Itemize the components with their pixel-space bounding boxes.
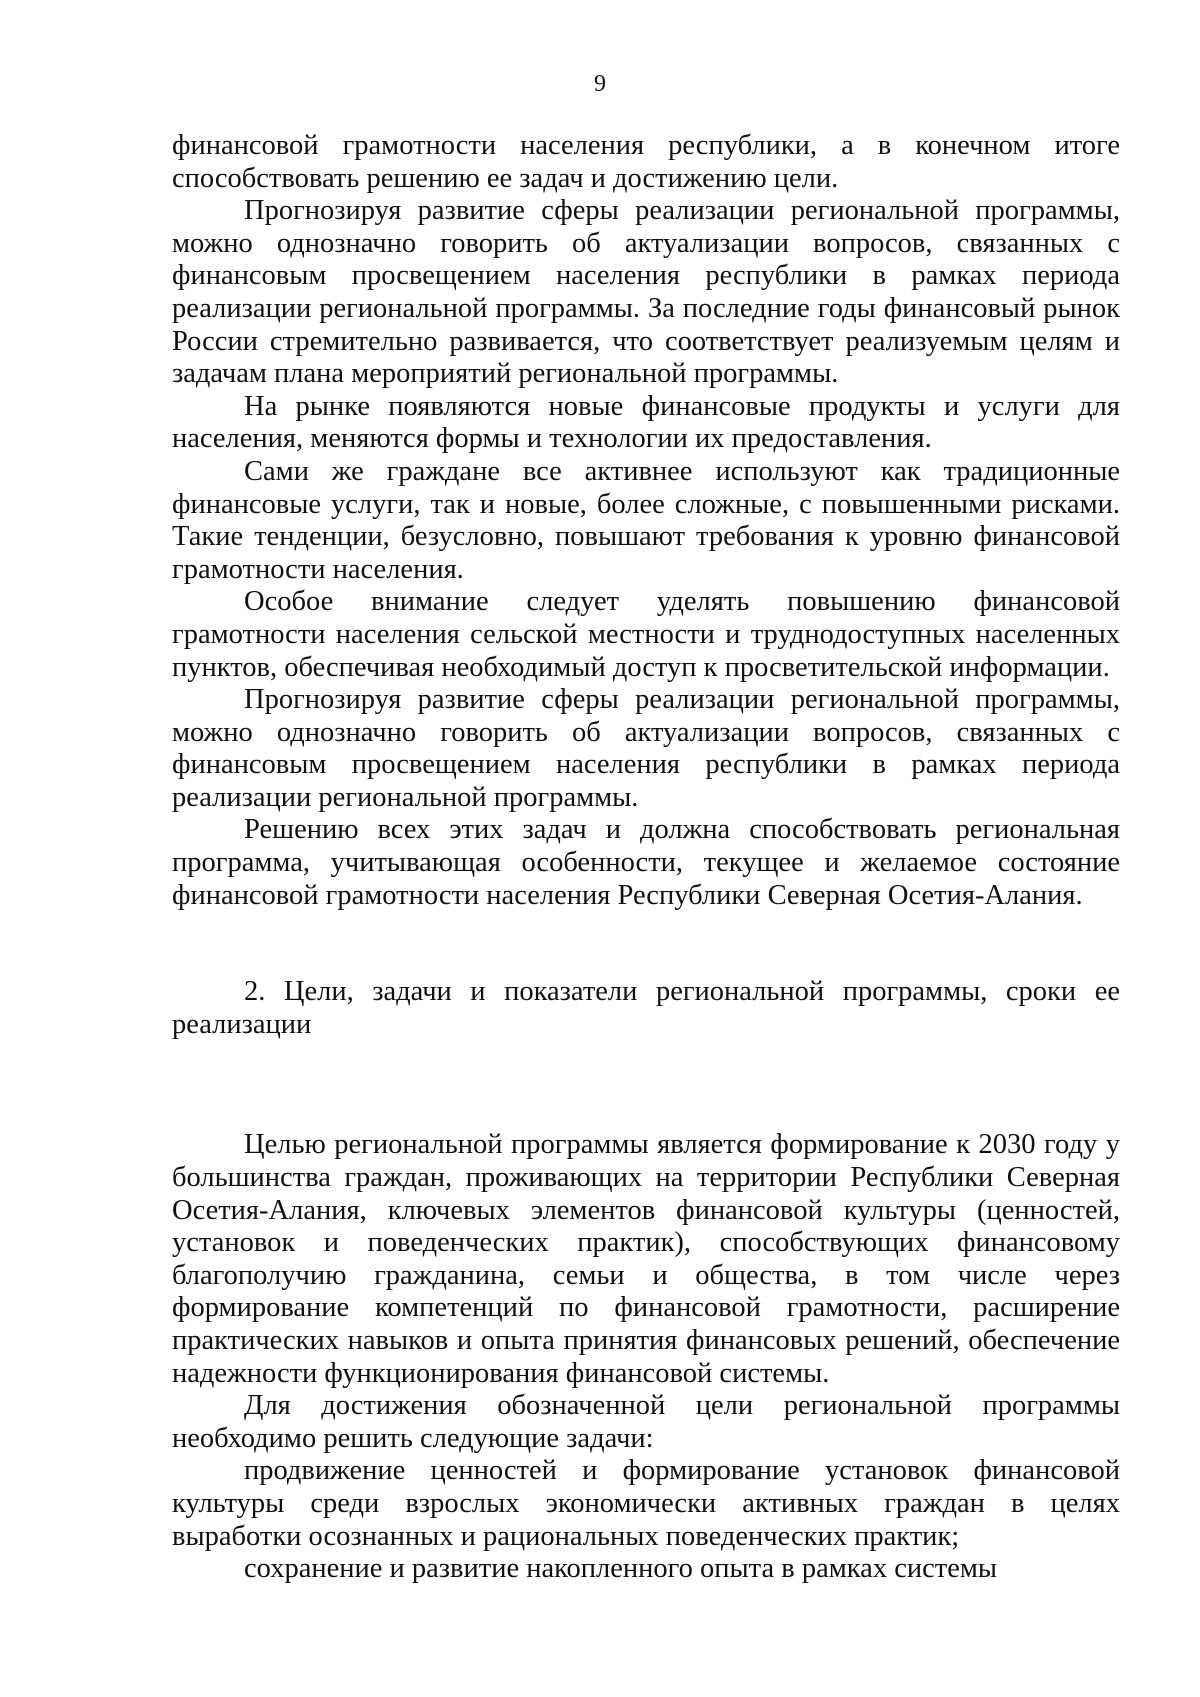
- section-heading: 2. Цели, задачи и показатели региональной программы, сроки ее реализации: [172, 976, 1120, 1040]
- paragraph: Особое внимание следует уделять повышению финансовой грамотности населения сельской местности и труднодоступных населенных пунктов, обеспечивая необходимый доступ к просветительской информации.: [172, 586, 1120, 683]
- paragraph: сохранение и развитие накопленного опыта в рамках системы: [244, 1553, 998, 1585]
- spacer: [172, 1041, 1120, 1129]
- page-number: 9: [594, 71, 606, 97]
- paragraph: продвижение ценностей и формирование установок финансовой культуры среди взрослых экономически активных граждан в целях выработки осознанных и рациональных поведенческих практик;: [172, 1455, 1120, 1552]
- paragraph: Прогнозируя развитие сферы реализации региональной программы, можно однозначно говорить об актуализации вопросов, связанных с финансовым просвещением населения республики в рамках периода реализации региональной программы. За последние годы финансовый рынок России стремительно развивается, что соответствует реализуемым целям и задачам плана мероприятий региональной программы.: [172, 195, 1120, 390]
- paragraph: Решению всех этих задач и должна способствовать региональная программа, учитывающая особенности, текущее и желаемое состояние финансовой грамотности населения Республики Северная Осетия-Алания.: [172, 814, 1120, 911]
- spacer: [172, 912, 1120, 976]
- document-body: [172, 130, 1120, 1586]
- paragraph: Прогнозируя развитие сферы реализации региональной программы, можно однозначно говорить об актуализации вопросов, связанных с финансовым просвещением населения республики в рамках периода реализации региональной программы.: [172, 684, 1120, 813]
- paragraph: Для достижения обозначенной цели региональной программы необходимо решить следующие задачи:: [172, 1390, 1120, 1454]
- paragraph: Сами же граждане все активнее используют как традиционные финансовые услуги, так и новые, более сложные, с повышенными рисками. Такие тенденции, безусловно, повышают требования к уровню финансовой грамотности населения.: [172, 455, 1120, 585]
- paragraph: финансовой грамотности населения республики, а в конечном итоге способствовать решению ее задач и достижению цели.: [172, 130, 1120, 194]
- paragraph: На рынке появляются новые финансовые продукты и услуги для населения, меняются формы и технологии их предоставления.: [172, 390, 1120, 455]
- paragraph: Целью региональной программы является формирование к 2030 году у большинства граждан, проживающих на территории Республики Северная Осетия-Алания, ключевых элементов финансовой культуры (ценностей, установок и поведенческих практик), способствующих финансовому благополучию гражданина, семьи и общества, в том числе через формирование компетенций по финансовой грамотности, расширение практических навыков и опыта принятия финансовых решений, обеспечение надежности функционирования финансовой системы.: [172, 1129, 1120, 1389]
